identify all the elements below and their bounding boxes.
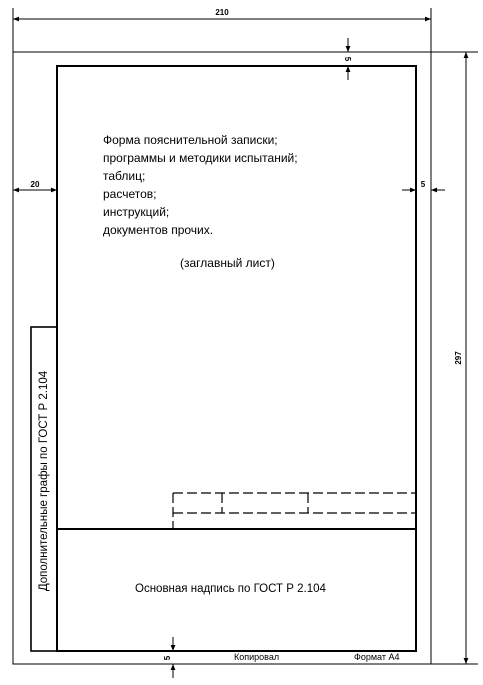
form-description-line: расчетов; — [103, 187, 157, 201]
title-page-note: (заглавный лист) — [180, 256, 275, 270]
dashed-cells — [173, 493, 416, 529]
dimension-width-label: 210 — [215, 8, 229, 17]
basic-inscription-label: Основная надпись по ГОСТ Р 2.104 — [135, 583, 326, 595]
form-description-line: программы и методики испытаний; — [103, 151, 298, 165]
dimension-top-margin-label: 5 — [343, 56, 352, 62]
dimension-left-margin-label: 20 — [30, 180, 40, 189]
extra-columns-label: Дополнительные графы по ГОСТ Р 2.104 — [38, 370, 50, 592]
form-description-line: Форма пояснительной записки; — [103, 133, 278, 147]
dimension-bottom-margin-label: 5 — [163, 655, 172, 661]
form-description-line: таблиц; — [103, 169, 146, 183]
footer-copied: Копировал — [234, 652, 280, 662]
dimension-right-margin-label: 5 — [420, 180, 426, 189]
footer-format: Формат А4 — [354, 652, 400, 662]
dimension-height-label: 297 — [454, 351, 463, 365]
form-description-line: документов прочих. — [103, 223, 214, 237]
form-description — [103, 131, 298, 239]
form-description-line: инструкций; — [103, 205, 170, 219]
